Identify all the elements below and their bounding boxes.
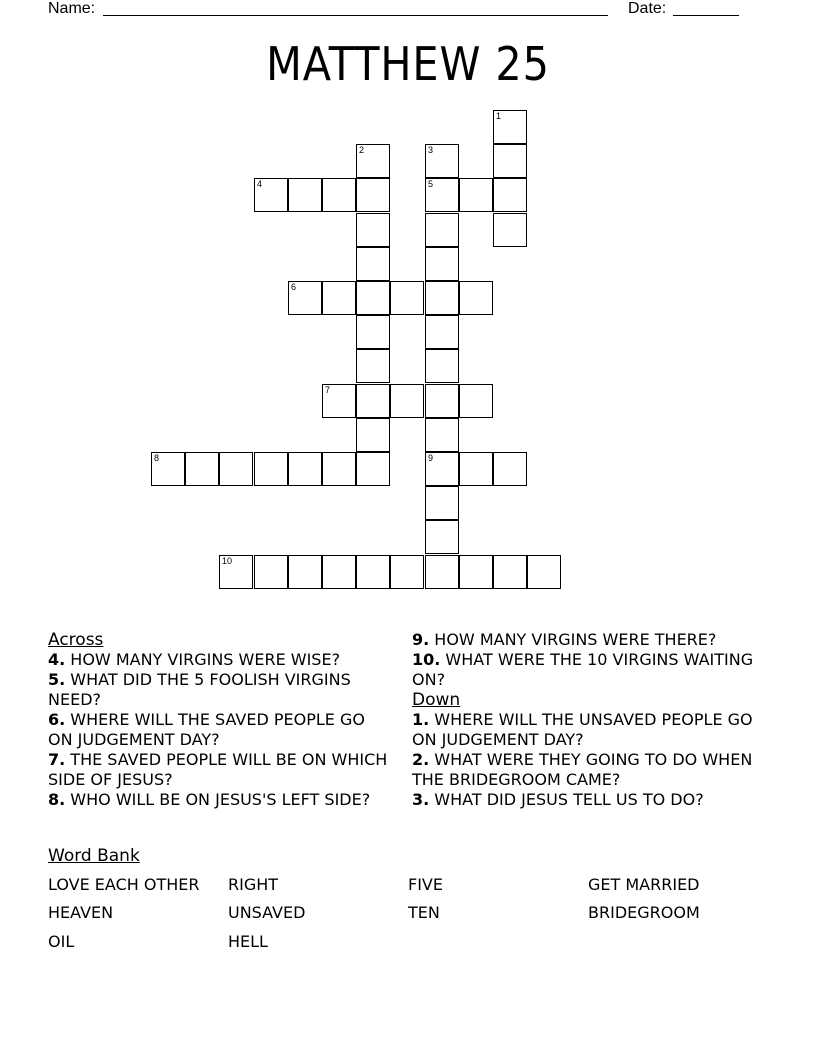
date-label: Date: [628, 0, 667, 17]
crossword-cell[interactable] [425, 315, 459, 349]
word-bank-item: HEAVEN [48, 903, 114, 922]
clue-number: 2 [359, 145, 365, 155]
clue-across-5: 5. WHAT DID THE 5 FOOLISH VIRGINS NEED? [48, 670, 351, 709]
crossword-cell[interactable] [322, 555, 356, 589]
word-bank-item: TEN [408, 903, 440, 922]
crossword-cell[interactable] [425, 247, 459, 281]
crossword-cell[interactable] [459, 384, 493, 418]
crossword-cell[interactable] [254, 178, 288, 212]
clue-across-8: 8. WHO WILL BE ON JESUS'S LEFT SIDE? [48, 790, 371, 809]
crossword-cell[interactable] [254, 555, 288, 589]
crossword-cell[interactable] [425, 213, 459, 247]
crossword-cell[interactable] [356, 418, 390, 452]
crossword-cell[interactable] [459, 452, 493, 486]
crossword-cell[interactable] [493, 144, 527, 178]
clue-across-6: 6. WHERE WILL THE SAVED PEOPLE GO ON JUDGEMENT DAY? [48, 710, 365, 749]
clue-number: 5 [428, 179, 434, 189]
crossword-cell[interactable] [425, 178, 459, 212]
clues-right-column [412, 630, 762, 810]
crossword-cell[interactable] [425, 144, 459, 178]
page-title: MATTHEW 25 [266, 37, 550, 91]
crossword-cell[interactable] [356, 555, 390, 589]
crossword-cell[interactable] [322, 452, 356, 486]
crossword-cell[interactable] [322, 281, 356, 315]
crossword-cell[interactable] [356, 178, 390, 212]
clue-across-7: 7. THE SAVED PEOPLE WILL BE ON WHICH SIDE OF JESUS? [48, 750, 388, 789]
crossword-cell[interactable] [356, 349, 390, 383]
across-heading: Across [48, 630, 104, 650]
clue-number: 8 [154, 453, 160, 463]
crossword-cell[interactable] [356, 384, 390, 418]
clue-down-1: 1. WHERE WILL THE UNSAVED PEOPLE GO ON JUDGEMENT DAY? [412, 710, 753, 749]
crossword-cell[interactable] [425, 281, 459, 315]
down-heading: Down [412, 690, 461, 710]
clue-number: 4 [257, 179, 263, 189]
clue-across-10: 10. WHAT WERE THE 10 VIRGINS WAITING ON? [412, 650, 754, 689]
crossword-cell[interactable] [390, 384, 424, 418]
clue-down-2: 2. WHAT WERE THEY GOING TO DO WHEN THE BRIDEGROOM CAME? [412, 750, 753, 789]
crossword-cell[interactable] [459, 178, 493, 212]
crossword-cell[interactable] [219, 452, 253, 486]
clue-number: 1 [496, 111, 502, 121]
crossword-cell[interactable] [390, 281, 424, 315]
crossword-cell[interactable] [493, 555, 527, 589]
crossword-cell[interactable] [425, 555, 459, 589]
word-bank-item: LOVE EACH OTHER [48, 875, 200, 894]
crossword-cell[interactable] [288, 281, 322, 315]
clue-number: 3 [428, 145, 434, 155]
crossword-cell[interactable] [356, 213, 390, 247]
crossword-cell[interactable] [459, 555, 493, 589]
crossword-cell[interactable] [288, 555, 322, 589]
crossword-cell[interactable] [425, 520, 459, 554]
crossword-cell[interactable] [356, 315, 390, 349]
crossword-cell[interactable] [288, 178, 322, 212]
clues-left-column [48, 630, 388, 810]
crossword-cell[interactable] [493, 213, 527, 247]
word-bank-item: BRIDEGROOM [588, 903, 700, 922]
crossword-cell[interactable] [425, 349, 459, 383]
crossword-cell[interactable] [288, 452, 322, 486]
crossword-cell[interactable] [151, 452, 185, 486]
crossword-cell[interactable] [356, 144, 390, 178]
word-bank-item: GET MARRIED [588, 875, 700, 894]
crossword-cell[interactable] [322, 384, 356, 418]
crossword-cell[interactable] [493, 178, 527, 212]
crossword-cell[interactable] [425, 486, 459, 520]
clue-across-9: 9. HOW MANY VIRGINS WERE THERE? [412, 630, 717, 649]
clue-number: 7 [325, 385, 331, 395]
clue-across-4: 4. HOW MANY VIRGINS WERE WISE? [48, 650, 341, 669]
crossword-cell[interactable] [425, 384, 459, 418]
crossword-cell[interactable] [493, 110, 527, 144]
word-bank-item: HELL [228, 932, 268, 951]
crossword-cell[interactable] [219, 555, 253, 589]
clue-number: 10 [222, 556, 233, 566]
name-label: Name: [48, 0, 96, 17]
crossword-cell[interactable] [356, 247, 390, 281]
clue-number: 9 [428, 453, 434, 463]
crossword-cell[interactable] [425, 452, 459, 486]
word-bank-item: OIL [48, 932, 75, 951]
word-bank-heading: Word Bank [48, 846, 140, 866]
crossword-cell[interactable] [322, 178, 356, 212]
crossword-cell[interactable] [185, 452, 219, 486]
crossword-cell[interactable] [459, 281, 493, 315]
crossword-cell[interactable] [356, 281, 390, 315]
crossword-cell[interactable] [254, 452, 288, 486]
crossword-cell[interactable] [425, 418, 459, 452]
crossword-cell[interactable] [356, 452, 390, 486]
crossword-cell[interactable] [493, 452, 527, 486]
clue-number: 6 [291, 282, 297, 292]
word-bank-item: FIVE [408, 875, 443, 894]
crossword-cell[interactable] [390, 555, 424, 589]
word-bank-item: RIGHT [228, 875, 279, 894]
crossword-cell[interactable] [527, 555, 561, 589]
word-bank-item: UNSAVED [228, 903, 306, 922]
clue-down-3: 3. WHAT DID JESUS TELL US TO DO? [412, 790, 704, 809]
